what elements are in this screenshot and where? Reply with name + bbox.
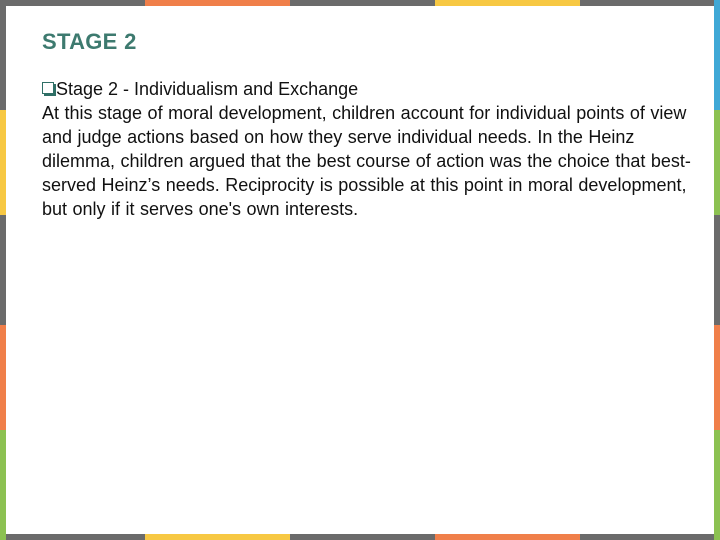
border-segment [0, 325, 6, 430]
border-segment [435, 534, 580, 540]
border-segment [145, 534, 290, 540]
border-segment [435, 0, 580, 6]
border-segment [290, 534, 435, 540]
slide-title: STAGE 2 [42, 29, 137, 54]
bullet-heading: Stage 2 - Individualism and Exchange [56, 79, 359, 99]
border-segment [714, 110, 720, 215]
border-segment [714, 325, 720, 430]
slide-body [42, 77, 692, 221]
slide-content [42, 28, 692, 221]
border-segment [0, 430, 6, 540]
border-segment [714, 430, 720, 540]
border-segment [580, 534, 720, 540]
border-segment [290, 0, 435, 6]
bullet-item [42, 77, 692, 101]
border-segment [0, 110, 6, 215]
border-segment [145, 0, 290, 6]
border-segment [714, 215, 720, 325]
border-segment [0, 215, 6, 325]
border-segment [0, 0, 145, 6]
checkbox-bullet-icon [42, 82, 54, 94]
border-segment [580, 0, 720, 6]
body-paragraph: At this stage of moral development, children account for individual points of view and judge actions based on how they serve individual needs. In the Heinz dilemma, children argued that the best course of action was the choice that best-served Heinz’s needs. Reciprocity is possible at this point in moral development, but only if it serves one's own interests. [42, 103, 691, 219]
border-segment [0, 0, 6, 110]
border-segment [0, 534, 145, 540]
border-segment [714, 0, 720, 110]
